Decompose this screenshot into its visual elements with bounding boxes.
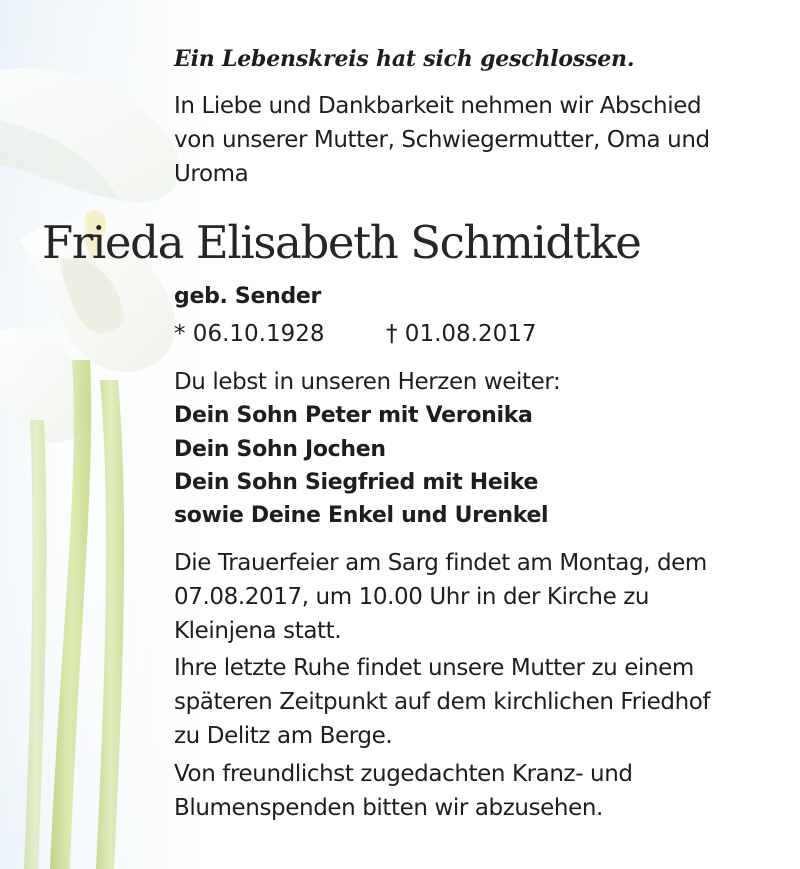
funeral-line: Kleinjena statt.	[174, 618, 342, 644]
funeral-line: 07.08.2017, um 10.00 Uhr in der Kirche zu	[174, 584, 650, 610]
intro-line: von unserer Mutter, Schwiegermutter, Oma und	[174, 127, 710, 153]
deceased-name: Frieda Elisabeth Schmidtke	[42, 216, 641, 269]
mourner-line: sowie Deine Enkel und Urenkel	[174, 503, 549, 528]
intro-line: In Liebe und Dankbarkeit nehmen wir Abschied	[174, 93, 702, 119]
mourner-line: Dein Sohn Siegfried mit Heike	[174, 470, 539, 495]
maiden-name: geb. Sender	[174, 284, 322, 309]
funeral-line: Die Trauerfeier am Sarg findet am Montag, dem	[174, 550, 707, 576]
mourner-line: Dein Sohn Jochen	[174, 437, 386, 462]
mourner-line: Dein Sohn Peter mit Veronika	[174, 403, 533, 428]
burial-line: Ihre letzte Ruhe findet unsere Mutter zu einem	[174, 655, 694, 681]
burial-line: späteren Zeitpunkt auf dem kirchlichen Friedhof	[174, 689, 711, 715]
flowers-line: Von freundlichst zugedachten Kranz- und	[174, 761, 633, 787]
birth-date: * 06.10.1928	[174, 321, 325, 347]
death-date: † 01.08.2017	[386, 321, 537, 347]
burial-line: zu Delitz am Berge.	[174, 723, 393, 749]
mourners-intro: Du lebst in unseren Herzen weiter:	[174, 369, 561, 395]
flowers-line: Blumenspenden bitten wir abzusehen.	[174, 795, 603, 821]
intro-line: Uroma	[174, 161, 249, 187]
motto: Ein Lebenskreis hat sich geschlossen.	[174, 46, 635, 72]
